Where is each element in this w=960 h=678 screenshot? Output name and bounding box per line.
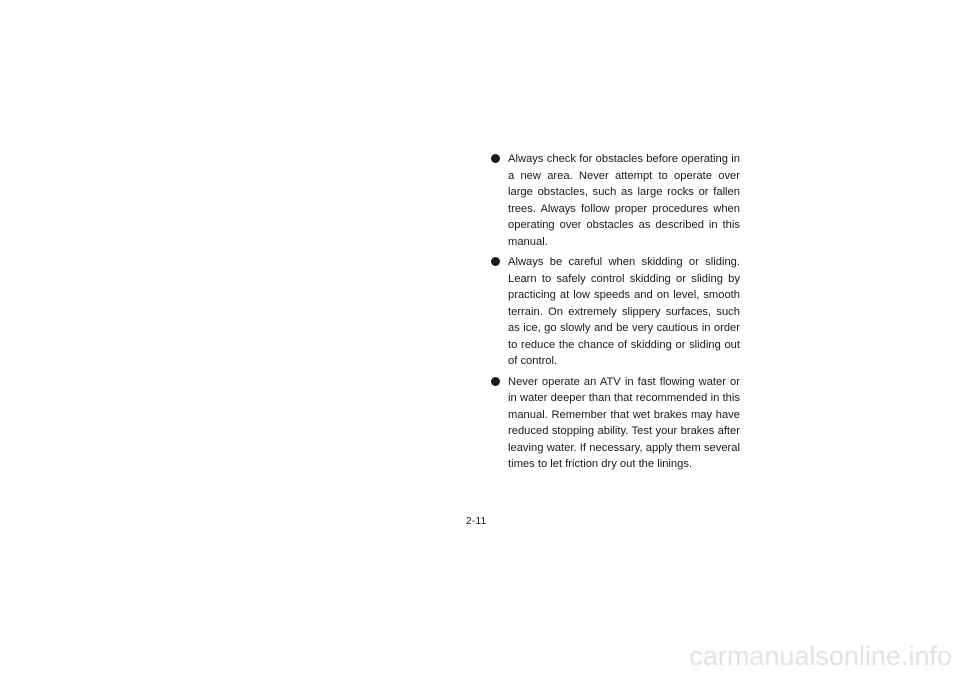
bullet-text: Always be careful when skidding or sliding. Learn to safely control skidding or sliding by practicing at low speeds and on level, smooth terrain. On extremely slippery surfaces, such as ice, go slowly and be very cautious in order to reduce the chance of skidding or sliding out of control. bbox=[508, 256, 740, 367]
bullet-item-obstacles bbox=[491, 151, 740, 250]
watermark: carmanualsonline.info bbox=[689, 641, 952, 671]
page-number: 2-11 bbox=[466, 516, 487, 527]
bullet-text: Never operate an ATV in fast flowing water or in water deeper than that recommended in this manual. Remember that wet brakes may have reduced stopping ability. Test your brakes after leaving water. If necessary, apply them several times to let friction dry out the linings. bbox=[508, 375, 740, 470]
bullet-text: Always check for obstacles before operating in a new area. Never attempt to operate over large obstacles, such as large rocks or fallen trees. Always follow proper procedures when operating over obstacles as described in this manual. bbox=[508, 153, 740, 248]
bullet-icon bbox=[491, 154, 500, 163]
bullet-item-skidding bbox=[491, 254, 740, 370]
bullet-icon bbox=[491, 257, 500, 266]
bullet-item-water bbox=[491, 374, 740, 473]
safety-bullet-list bbox=[491, 151, 740, 477]
bullet-icon bbox=[491, 377, 500, 386]
